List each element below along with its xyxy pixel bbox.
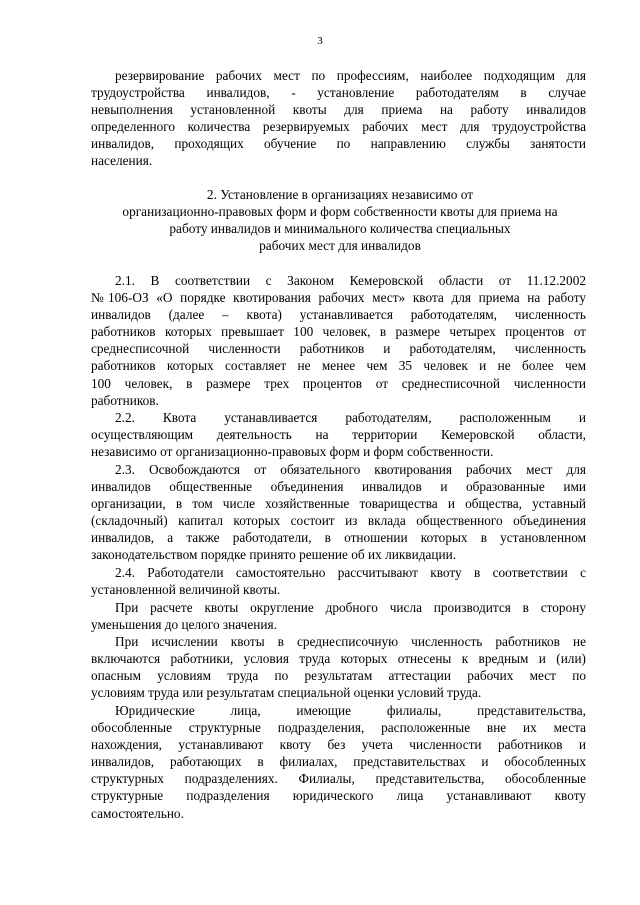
paragraph-legal-entities <box>91 702 586 822</box>
text-line: обособленные структурные подразделения, расположенные вне их места <box>91 720 586 736</box>
text-line: среднесписочной численности работников и работодателям, численность <box>91 341 586 357</box>
paragraph-rounding <box>91 599 586 633</box>
text-line: 2.3. Освобождаются от обязательного квотирования рабочих мест для <box>115 462 586 477</box>
paragraph-exclusions <box>91 633 586 701</box>
text-line: опасным условиям труда по результатам аттестации рабочих мест по <box>91 668 586 684</box>
text-line: 2.2. Квота устанавливается работодателям, расположенным и <box>115 410 586 425</box>
text-line: работников которых превышает 100 человек, в размере четырех процентов от <box>91 324 586 340</box>
text-line: уменьшения до целого значения. <box>91 617 277 633</box>
text-line: невыполнения установленной квоты для приема на работу инвалидов <box>91 102 586 118</box>
text-line: осуществляющим деятельность на территории Кемеровской области, <box>91 427 586 443</box>
text-line: Юридические лица, имеющие филиалы, представительства, <box>115 703 586 718</box>
text-line: населения. <box>91 153 153 169</box>
paragraph-2-3 <box>91 461 586 564</box>
text-line: инвалидов, а также работодатели, в отношении которых в установленном <box>91 530 586 546</box>
text-line: 2.4. Работодатели самостоятельно рассчитывают квоту в соответствии с <box>115 565 586 580</box>
text-line: №106-ОЗ «О порядке квотирования рабочих мест» квота для приема на работу <box>91 290 586 306</box>
heading-line: 2. Установление в организациях независимо от <box>206 187 474 202</box>
text-line: законодательством порядке принято решение об их ликвидации. <box>91 547 457 563</box>
text-line: структурных подразделениях. Филиалы, представительства, обособленные <box>91 771 586 787</box>
text-line: При исчислении квоты в среднесписочную численность работников не <box>115 634 586 649</box>
text-line: (складочный) капитал которых состоит из вклада общественного объединения <box>91 513 586 529</box>
paragraph-2-1 <box>91 272 586 409</box>
text-line: условиям труда или результатам специальной оценки условий труда. <box>91 685 482 701</box>
text-line: трудоустройства инвалидов, - установление работодателям в случае <box>91 85 586 101</box>
heading-line: работу инвалидов и минимального количества специальных <box>169 221 511 237</box>
text-line: инвалидов общественные объединения инвалидов и образованные ими <box>91 479 586 495</box>
heading-line: рабочих мест для инвалидов <box>259 238 421 254</box>
text-line: структурные подразделения юридического лица устанавливают квоту <box>91 788 586 804</box>
text-line: инвалидов (далее – квота) устанавливается работодателям, численность <box>91 307 586 323</box>
paragraph-2-4 <box>91 564 586 598</box>
text-line: 2.1. В соответствии с Законом Кемеровской области от 11.12.2002 <box>115 273 586 288</box>
text-line: резервирование рабочих мест по профессиям, наиболее подходящим для <box>115 68 586 83</box>
text-line: установленной величиной квоты. <box>91 582 281 598</box>
text-line: нахождения, устанавливают квоту без учета численности работников и <box>91 737 586 753</box>
text-line: инвалидов, проходящих обучение по направлению службы занятости <box>91 136 586 152</box>
text-line: 100 человек, в размере трех процентов от среднесписочной численности <box>91 375 586 391</box>
text-line: включаются работники, условия труда которых отнесены к вредным и (или) <box>91 651 586 667</box>
intro-paragraph <box>91 67 586 170</box>
text-line: инвалидов, работающих в филиалах, представительствах и обособленных <box>91 754 586 770</box>
text-line: независимо от организационно-правовых форм и форм собственности. <box>91 444 494 460</box>
page-number: 3 <box>317 35 323 47</box>
text-line: определенного количества резервируемых рабочих мест для трудоустройства <box>91 119 586 135</box>
text-line: организации, в том числе хозяйственные товарищества и общества, уставный <box>91 496 586 512</box>
section-heading <box>60 186 620 254</box>
text-line: При расчете квоты округление дробного числа производится в сторону <box>115 600 586 615</box>
text-line: работников. <box>91 392 159 408</box>
text-line: самостоятельно. <box>91 805 184 821</box>
heading-line: организационно-правовых форм и форм собственности квоты для приема на <box>122 204 558 220</box>
paragraph-2-2 <box>91 409 586 460</box>
text-line: работников которых составляет не менее чем 35 человек и не более чем <box>91 358 586 374</box>
